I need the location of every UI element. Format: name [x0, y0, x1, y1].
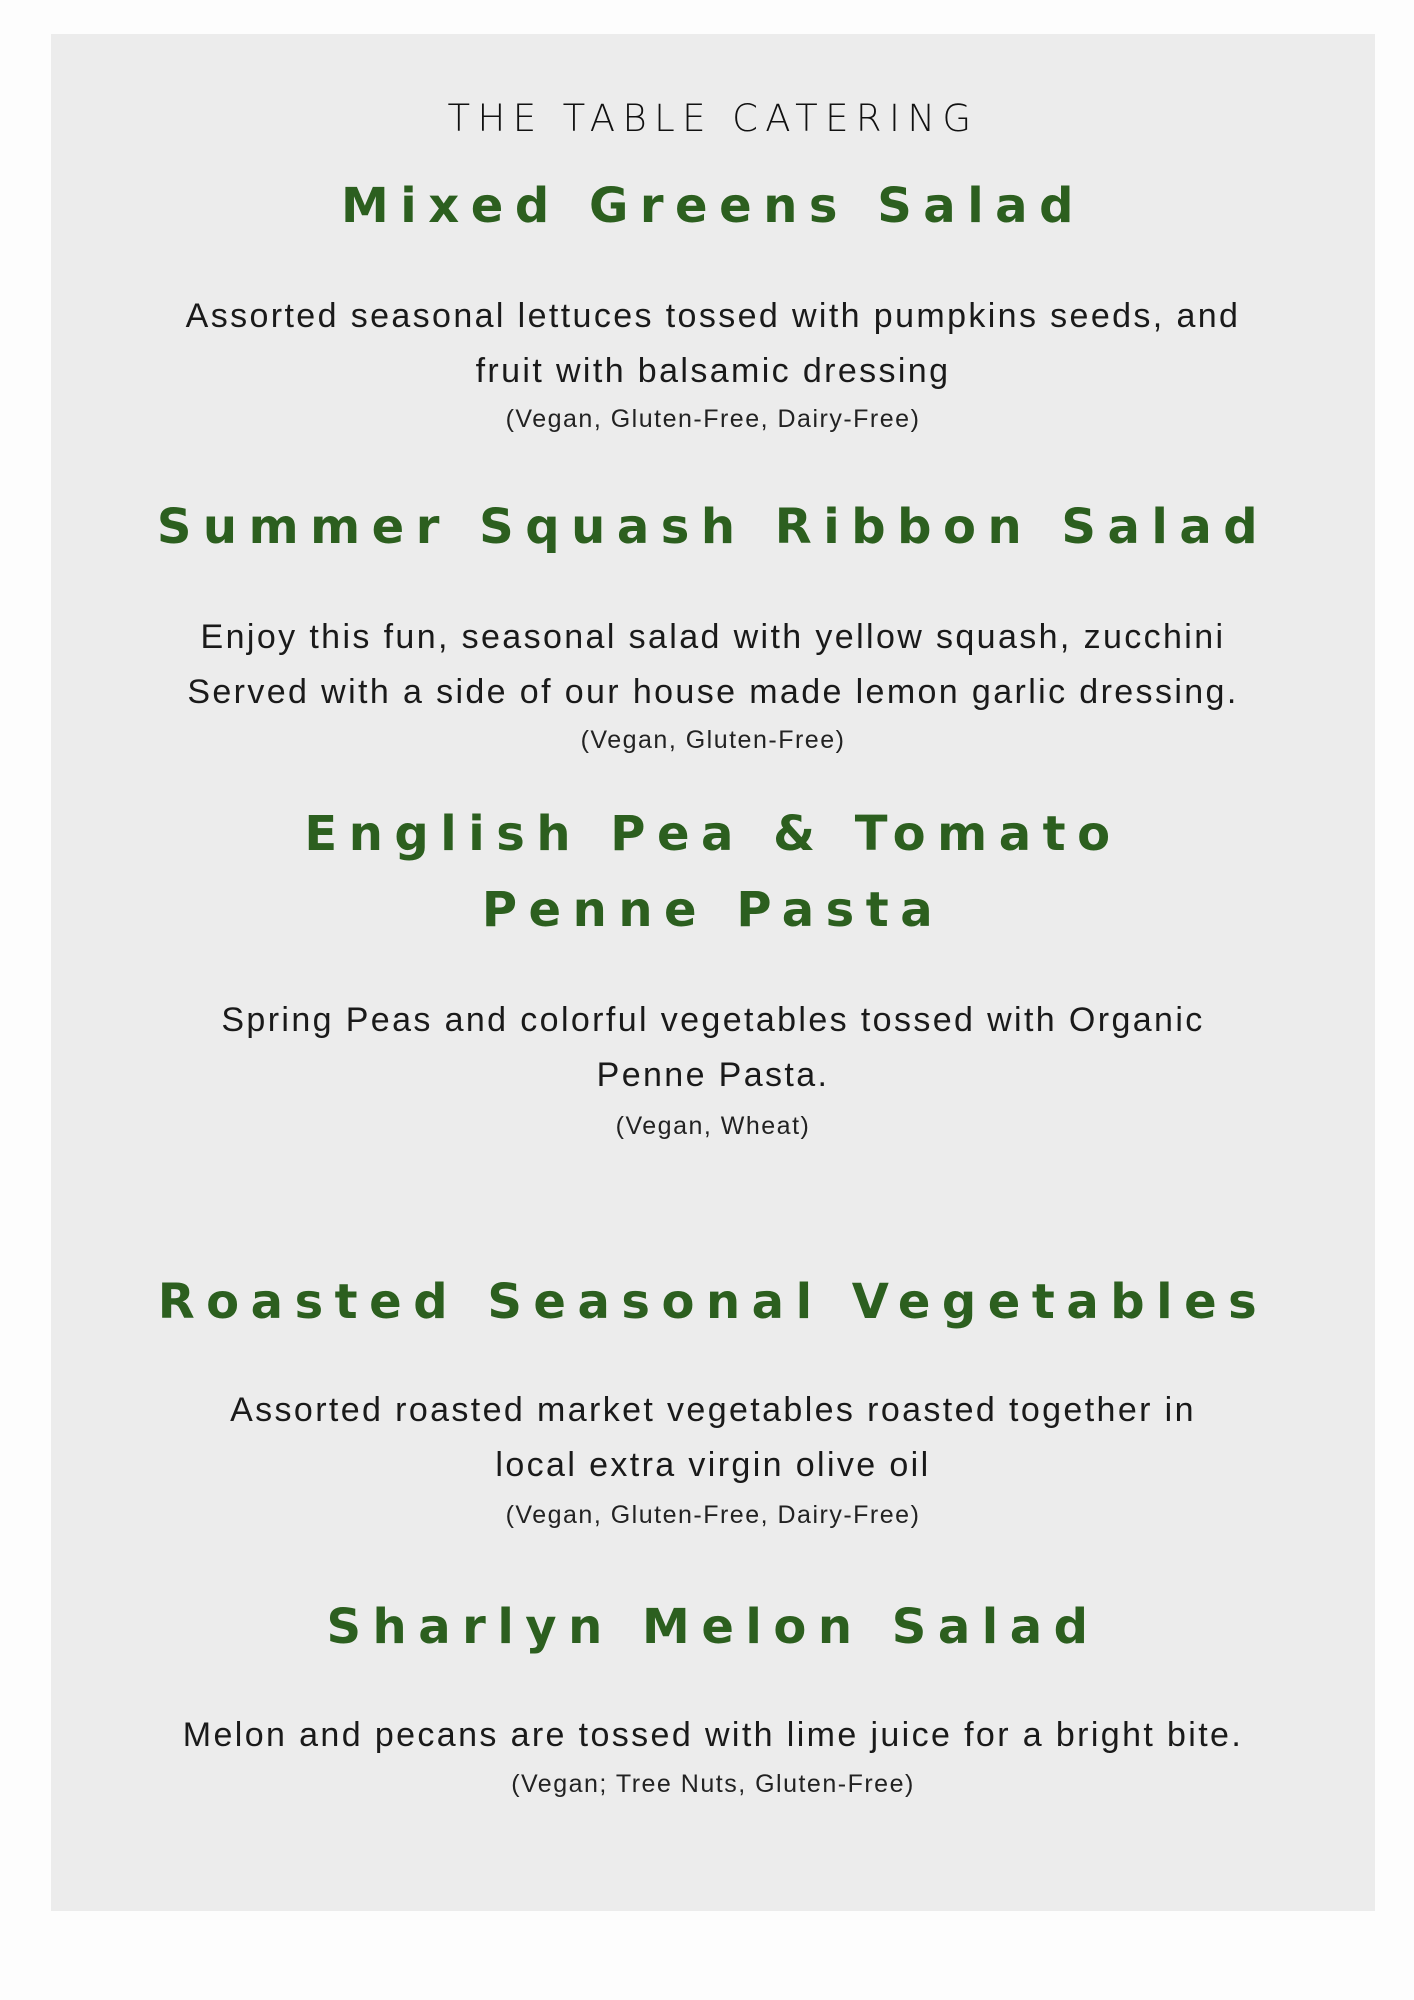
item-title: Sharlyn Melon Salad [326, 1599, 1100, 1655]
item-dietary-tags: (Vegan, Gluten-Free) [580, 726, 846, 754]
item-title: English Pea & Tomato [304, 806, 1122, 862]
item-title: Penne Pasta [481, 882, 945, 938]
item-description: Enjoy this fun, seasonal salad with yellow squash, zucchini [200, 618, 1226, 656]
item-description: fruit with balsamic dressing [475, 352, 951, 390]
item-dietary-tags: (Vegan; Tree Nuts, Gluten-Free) [511, 1770, 915, 1798]
brand-heading: THE TABLE CATERING [447, 97, 979, 140]
item-dietary-tags: (Vegan, Gluten-Free, Dairy-Free) [505, 405, 921, 433]
item-title: Summer Squash Ribbon Salad [156, 499, 1270, 555]
item-description: Served with a side of our house made lemon garlic dressing. [187, 673, 1239, 711]
item-dietary-tags: (Vegan, Gluten-Free, Dairy-Free) [505, 1501, 921, 1529]
item-title: Roasted Seasonal Vegetables [157, 1274, 1269, 1330]
item-description: Assorted seasonal lettuces tossed with pumpkins seeds, and [185, 297, 1241, 335]
item-dietary-tags: (Vegan, Wheat) [615, 1112, 811, 1140]
item-description: local extra virgin olive oil [495, 1446, 931, 1484]
item-description: Assorted roasted market vegetables roasted together in [230, 1391, 1196, 1429]
item-title: Mixed Greens Salad [341, 178, 1085, 234]
item-description: Melon and pecans are tossed with lime juice for a bright bite. [182, 1716, 1244, 1754]
item-description: Penne Pasta. [596, 1056, 830, 1094]
item-description: Spring Peas and colorful vegetables tossed with Organic [221, 1001, 1205, 1039]
